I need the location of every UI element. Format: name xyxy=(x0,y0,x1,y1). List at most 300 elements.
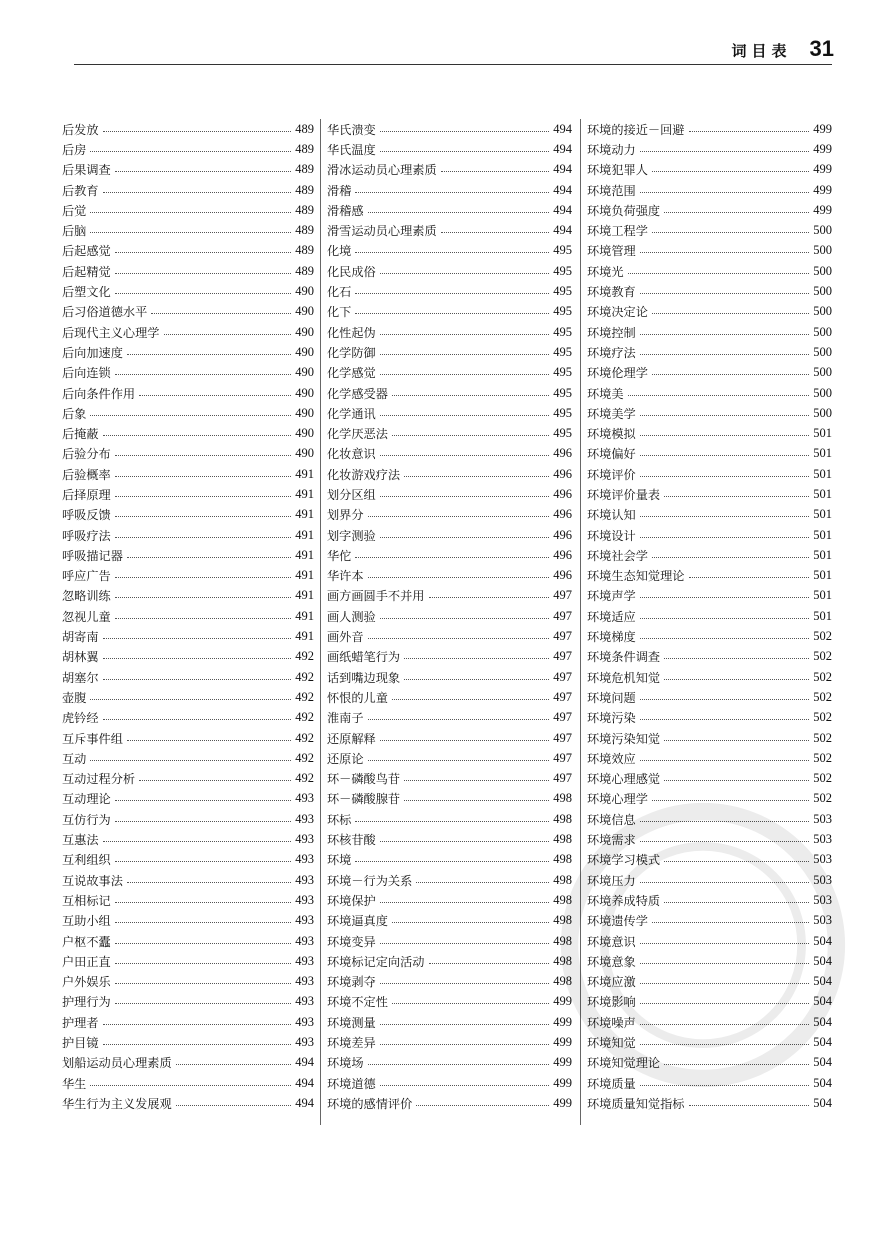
entry-page: 500 xyxy=(813,405,832,420)
entry-term: 环境设计 xyxy=(587,528,636,543)
entry-page: 492 xyxy=(295,750,314,765)
index-entry xyxy=(62,220,314,240)
entry-page: 493 xyxy=(295,852,314,867)
entry-term: 环境适应 xyxy=(587,609,636,624)
entry-page: 493 xyxy=(295,974,314,989)
entry-page: 499 xyxy=(553,994,572,1009)
entry-term: 环境场 xyxy=(327,1056,364,1071)
dot-leader xyxy=(368,638,550,639)
entry-page: 493 xyxy=(295,1014,314,1029)
index-entry xyxy=(62,911,314,931)
entry-term: 划界分 xyxy=(327,508,364,523)
dot-leader xyxy=(380,496,550,497)
entry-term: 环境管理 xyxy=(587,244,636,259)
index-entry xyxy=(327,971,572,991)
entry-page: 490 xyxy=(295,426,314,441)
index-entry xyxy=(587,626,832,646)
index-entry xyxy=(62,809,314,829)
index-entry xyxy=(327,566,572,586)
index-entry xyxy=(327,829,572,849)
dot-leader xyxy=(127,882,291,883)
index-entry xyxy=(587,708,832,728)
entry-term: 护理者 xyxy=(62,1015,99,1030)
dot-leader xyxy=(640,435,810,436)
entry-page: 501 xyxy=(813,426,832,441)
index-entry xyxy=(62,992,314,1012)
entry-term: 呼吸疗法 xyxy=(62,528,111,543)
index-entry xyxy=(327,586,572,606)
page-number: 31 xyxy=(809,36,834,61)
dot-leader xyxy=(368,719,550,720)
dot-leader xyxy=(115,577,292,578)
entry-term: 环境标记定向活动 xyxy=(327,954,425,969)
entry-page: 499 xyxy=(553,1095,572,1110)
index-entry xyxy=(327,119,572,139)
entry-page: 500 xyxy=(813,284,832,299)
dot-leader xyxy=(103,719,292,720)
dot-leader xyxy=(380,151,550,152)
entry-term: 滑稽感 xyxy=(327,203,364,218)
entry-page: 489 xyxy=(295,263,314,278)
index-entry xyxy=(62,464,314,484)
dot-leader xyxy=(90,212,291,213)
dot-leader xyxy=(429,963,550,964)
entry-page: 494 xyxy=(553,182,572,197)
dot-leader xyxy=(640,293,810,294)
entry-term: 化性起伪 xyxy=(327,325,376,340)
index-entry xyxy=(62,423,314,443)
entry-term: 环－磷酸腺苷 xyxy=(327,792,401,807)
entry-page: 496 xyxy=(553,446,572,461)
entry-term: 后向加速度 xyxy=(62,345,123,360)
entry-page: 494 xyxy=(553,223,572,238)
entry-term: 淮南子 xyxy=(327,711,364,726)
dot-leader xyxy=(115,943,292,944)
entry-term: 环境知觉 xyxy=(587,1036,636,1050)
entry-page: 497 xyxy=(553,771,572,786)
dot-leader xyxy=(640,476,810,477)
entry-page: 490 xyxy=(295,365,314,380)
entry-page: 499 xyxy=(553,1035,572,1049)
entry-page: 498 xyxy=(553,832,572,847)
index-entry xyxy=(587,342,832,362)
dot-leader xyxy=(103,192,292,193)
index-entry xyxy=(327,139,572,159)
dot-leader xyxy=(127,740,291,741)
index-entry xyxy=(62,484,314,504)
index-entry xyxy=(62,667,314,687)
entry-term: 划分区组 xyxy=(327,487,376,502)
dot-leader xyxy=(380,1024,550,1025)
dot-leader xyxy=(392,1003,549,1004)
entry-term: 户枢不蠹 xyxy=(62,934,111,949)
entry-page: 497 xyxy=(553,629,572,644)
entry-page: 497 xyxy=(553,608,572,623)
dot-leader xyxy=(115,293,292,294)
entry-term: 滑冰运动员心理素质 xyxy=(327,163,437,178)
entry-term: 华氏温度 xyxy=(327,142,376,157)
entry-page: 492 xyxy=(295,649,314,664)
index-entry xyxy=(327,322,572,342)
entry-term: 画人测验 xyxy=(327,609,376,624)
dot-leader xyxy=(90,415,291,416)
index-entry xyxy=(327,261,572,281)
entry-term: 后向条件作用 xyxy=(62,386,136,401)
dot-leader xyxy=(355,557,549,558)
entry-page: 502 xyxy=(813,771,832,786)
entry-term: 环境意象 xyxy=(587,954,636,969)
entry-term: 化学厌恶法 xyxy=(327,427,388,442)
index-entry xyxy=(587,687,832,707)
entry-page: 501 xyxy=(813,446,832,461)
index-entry xyxy=(587,220,832,240)
dot-leader xyxy=(115,496,292,497)
entry-page: 492 xyxy=(295,689,314,704)
entry-term: 环境应激 xyxy=(587,975,636,990)
index-entry xyxy=(62,545,314,565)
entry-term: 环境变异 xyxy=(327,934,376,949)
header-rule xyxy=(74,64,832,65)
entry-page: 504 xyxy=(813,933,832,948)
library-seal-watermark xyxy=(558,800,848,1090)
index-entry xyxy=(327,302,572,322)
entry-term: 忽略训练 xyxy=(62,589,111,604)
entry-term: 互动理论 xyxy=(62,792,111,807)
dot-leader xyxy=(664,212,809,213)
entry-term: 还原论 xyxy=(327,751,364,766)
dot-leader xyxy=(640,719,810,720)
dot-leader xyxy=(380,131,550,132)
dot-leader xyxy=(355,252,549,253)
entry-page: 494 xyxy=(553,121,572,136)
entry-page: 498 xyxy=(553,791,572,806)
entry-term: 环境疗法 xyxy=(587,345,636,360)
entry-term: 呼吸反馈 xyxy=(62,508,111,523)
entry-term: 还原解释 xyxy=(327,731,376,746)
entry-page: 503 xyxy=(813,872,832,887)
index-entry xyxy=(62,1093,314,1113)
index-entry xyxy=(587,261,832,281)
entry-term: 环境压力 xyxy=(587,873,636,888)
entry-term: 环境心理感觉 xyxy=(587,772,661,787)
entry-term: 户田正直 xyxy=(62,954,111,969)
index-entry xyxy=(327,545,572,565)
column-divider xyxy=(320,119,321,1125)
entry-term: 环境负荷强度 xyxy=(587,203,661,218)
dot-leader xyxy=(90,151,291,152)
entry-term: 环境信息 xyxy=(587,812,636,827)
index-column-1 xyxy=(62,119,314,1114)
dot-leader xyxy=(115,171,292,172)
dot-leader xyxy=(90,760,291,761)
index-entry xyxy=(62,342,314,362)
entry-page: 503 xyxy=(813,913,832,928)
index-entry xyxy=(62,870,314,890)
dot-leader xyxy=(90,699,291,700)
dot-leader xyxy=(652,374,809,375)
running-header xyxy=(732,36,835,64)
entry-term: 环境工程学 xyxy=(587,224,648,239)
entry-term: 呼吸描记器 xyxy=(62,548,123,563)
entry-term: 后验概率 xyxy=(62,467,111,482)
index-entry xyxy=(327,728,572,748)
index-entry xyxy=(587,241,832,261)
dot-leader xyxy=(652,313,809,314)
index-entry xyxy=(62,1073,314,1093)
index-entry xyxy=(62,363,314,383)
dot-leader xyxy=(380,943,550,944)
entry-term: 互助小组 xyxy=(62,914,111,929)
index-entry xyxy=(587,363,832,383)
dot-leader xyxy=(355,192,549,193)
dot-leader xyxy=(380,902,550,903)
index-entry xyxy=(62,829,314,849)
entry-page: 502 xyxy=(813,649,832,664)
entry-term: 环核苷酸 xyxy=(327,833,376,848)
entry-page: 500 xyxy=(813,263,832,278)
dot-leader xyxy=(139,780,291,781)
index-entry xyxy=(62,180,314,200)
dot-leader xyxy=(115,537,292,538)
dot-leader xyxy=(689,577,810,578)
entry-term: 互动过程分析 xyxy=(62,772,136,787)
entry-page: 504 xyxy=(813,953,832,968)
entry-term: 胡林翼 xyxy=(62,650,99,665)
entry-term: 滑雪运动员心理素质 xyxy=(327,224,437,239)
entry-page: 490 xyxy=(295,446,314,461)
entry-page: 497 xyxy=(553,588,572,603)
entry-page: 503 xyxy=(813,892,832,907)
entry-page: 490 xyxy=(295,385,314,400)
entry-page: 489 xyxy=(295,162,314,177)
dot-leader xyxy=(380,273,550,274)
dot-leader xyxy=(640,537,810,538)
entry-term: 后起感觉 xyxy=(62,244,111,259)
entry-page: 496 xyxy=(553,568,572,583)
entry-page: 493 xyxy=(295,1035,314,1049)
dot-leader xyxy=(103,1044,292,1045)
entry-term: 华生 xyxy=(62,1076,87,1091)
index-entry xyxy=(327,748,572,768)
entry-page: 490 xyxy=(295,324,314,339)
entry-page: 500 xyxy=(813,243,832,258)
entry-term: 环境心理学 xyxy=(587,792,648,807)
dot-leader xyxy=(652,171,809,172)
entry-page: 504 xyxy=(813,1014,832,1029)
entry-term: 画方画圆手不并用 xyxy=(327,589,425,604)
entry-page: 490 xyxy=(295,405,314,420)
entry-term: 环境影响 xyxy=(587,995,636,1010)
entry-term: 化境 xyxy=(327,244,352,259)
dot-leader xyxy=(689,1105,810,1106)
entry-page: 499 xyxy=(813,182,832,197)
entry-page: 502 xyxy=(813,750,832,765)
dot-leader xyxy=(664,679,809,680)
index-entry xyxy=(62,748,314,768)
index-entry xyxy=(587,545,832,565)
dot-leader xyxy=(355,313,549,314)
dot-leader xyxy=(115,252,292,253)
entry-term: 环境模拟 xyxy=(587,427,636,442)
dot-leader xyxy=(380,1044,550,1045)
entry-page: 503 xyxy=(813,832,832,847)
entry-term: 化学感觉 xyxy=(327,366,376,381)
entry-page: 495 xyxy=(553,426,572,441)
entry-term: 环境养成特质 xyxy=(587,893,661,908)
index-entry xyxy=(62,769,314,789)
entry-page: 499 xyxy=(813,202,832,217)
index-entry xyxy=(587,281,832,301)
dot-leader xyxy=(441,171,550,172)
dot-leader xyxy=(652,557,809,558)
index-entry xyxy=(587,403,832,423)
dot-leader xyxy=(652,232,809,233)
dot-leader xyxy=(127,557,291,558)
entry-term: 环境差异 xyxy=(327,1036,376,1050)
entry-term: 环境美 xyxy=(587,386,624,401)
entry-term: 环境偏好 xyxy=(587,447,636,462)
entry-page: 496 xyxy=(553,547,572,562)
entry-page: 494 xyxy=(553,141,572,156)
entry-term: 后象 xyxy=(62,406,87,421)
dot-leader xyxy=(368,212,550,213)
index-entry xyxy=(327,180,572,200)
entry-page: 501 xyxy=(813,547,832,562)
entry-term: 后现代主义心理学 xyxy=(62,325,160,340)
dot-leader xyxy=(640,354,810,355)
dot-leader xyxy=(404,780,549,781)
entry-page: 489 xyxy=(295,141,314,156)
entry-term: 环境的接近－回避 xyxy=(587,122,685,137)
dot-leader xyxy=(115,983,292,984)
dot-leader xyxy=(176,1064,292,1065)
dot-leader xyxy=(664,658,809,659)
entry-page: 498 xyxy=(553,933,572,948)
entry-term: 怀恨的儿童 xyxy=(327,690,388,705)
entry-term: 后习俗道德水平 xyxy=(62,305,148,320)
entry-page: 492 xyxy=(295,669,314,684)
entry-term: 互惠法 xyxy=(62,833,99,848)
entry-page: 489 xyxy=(295,121,314,136)
entry-term: 化妆意识 xyxy=(327,447,376,462)
entry-term: 环境测量 xyxy=(327,1015,376,1030)
dot-leader xyxy=(164,334,292,335)
entry-term: 环境社会学 xyxy=(587,548,648,563)
entry-page: 501 xyxy=(813,507,832,522)
entry-page: 499 xyxy=(553,1075,572,1090)
index-entry xyxy=(62,1032,314,1052)
entry-page: 502 xyxy=(813,710,832,725)
entry-term: 环境噪声 xyxy=(587,1015,636,1030)
entry-page: 496 xyxy=(553,486,572,501)
entry-term: 环标 xyxy=(327,812,352,827)
entry-term: 后塑文化 xyxy=(62,285,111,300)
entry-page: 503 xyxy=(813,852,832,867)
entry-term: 环境危机知觉 xyxy=(587,670,661,685)
dot-leader xyxy=(640,516,810,517)
entry-page: 498 xyxy=(553,852,572,867)
entry-term: 后择原理 xyxy=(62,487,111,502)
index-entry xyxy=(62,444,314,464)
entry-term: 互利组织 xyxy=(62,853,111,868)
index-entry xyxy=(587,484,832,504)
entry-term: 环境污染知觉 xyxy=(587,731,661,746)
index-entry xyxy=(62,241,314,261)
entry-term: 胡寄南 xyxy=(62,630,99,645)
entry-term: 互斥事件组 xyxy=(62,731,123,746)
index-entry xyxy=(327,769,572,789)
dot-leader xyxy=(115,455,292,456)
index-entry xyxy=(62,139,314,159)
dot-leader xyxy=(90,1085,291,1086)
entry-page: 499 xyxy=(813,121,832,136)
index-entry xyxy=(62,302,314,322)
dot-leader xyxy=(380,841,550,842)
entry-page: 497 xyxy=(553,669,572,684)
entry-term: 环境学习模式 xyxy=(587,853,661,868)
entry-term: 化妆游戏疗法 xyxy=(327,467,401,482)
index-entry xyxy=(587,748,832,768)
entry-page: 497 xyxy=(553,710,572,725)
dot-leader xyxy=(368,1064,550,1065)
entry-term: 后果调查 xyxy=(62,163,111,178)
dot-leader xyxy=(392,699,549,700)
dot-leader xyxy=(355,293,549,294)
index-entry xyxy=(327,505,572,525)
index-entry xyxy=(327,1012,572,1032)
dot-leader xyxy=(103,658,292,659)
dot-leader xyxy=(392,435,549,436)
entry-term: 环境伦理学 xyxy=(587,366,648,381)
entry-term: 互仿行为 xyxy=(62,812,111,827)
entry-term: 环境控制 xyxy=(587,325,636,340)
entry-page: 492 xyxy=(295,730,314,745)
entry-term: 护目镜 xyxy=(62,1036,99,1050)
index-entry xyxy=(327,403,572,423)
index-entry xyxy=(587,769,832,789)
index-entry xyxy=(62,505,314,525)
entry-term: 后向连锁 xyxy=(62,366,111,381)
dot-leader xyxy=(640,597,810,598)
dot-leader xyxy=(115,273,292,274)
index-entry xyxy=(587,322,832,342)
index-entry xyxy=(587,1093,832,1113)
dot-leader xyxy=(640,334,810,335)
entry-term: 胡塞尔 xyxy=(62,670,99,685)
dot-leader xyxy=(115,374,292,375)
index-entry xyxy=(327,890,572,910)
index-entry xyxy=(327,1053,572,1073)
dot-leader xyxy=(115,963,292,964)
index-entry xyxy=(327,484,572,504)
entry-term: 化学防御 xyxy=(327,345,376,360)
index-entry xyxy=(62,383,314,403)
entry-page: 493 xyxy=(295,811,314,826)
dot-leader xyxy=(664,740,809,741)
entry-page: 489 xyxy=(295,182,314,197)
index-entry xyxy=(62,281,314,301)
dot-leader xyxy=(103,638,292,639)
entry-term: 环境动力 xyxy=(587,142,636,157)
entry-page: 493 xyxy=(295,892,314,907)
dot-leader xyxy=(429,597,550,598)
dot-leader xyxy=(640,699,810,700)
entry-page: 494 xyxy=(295,1055,314,1070)
entry-page: 491 xyxy=(295,466,314,481)
dot-leader xyxy=(368,577,550,578)
entry-page: 503 xyxy=(813,811,832,826)
dot-leader xyxy=(115,618,292,619)
